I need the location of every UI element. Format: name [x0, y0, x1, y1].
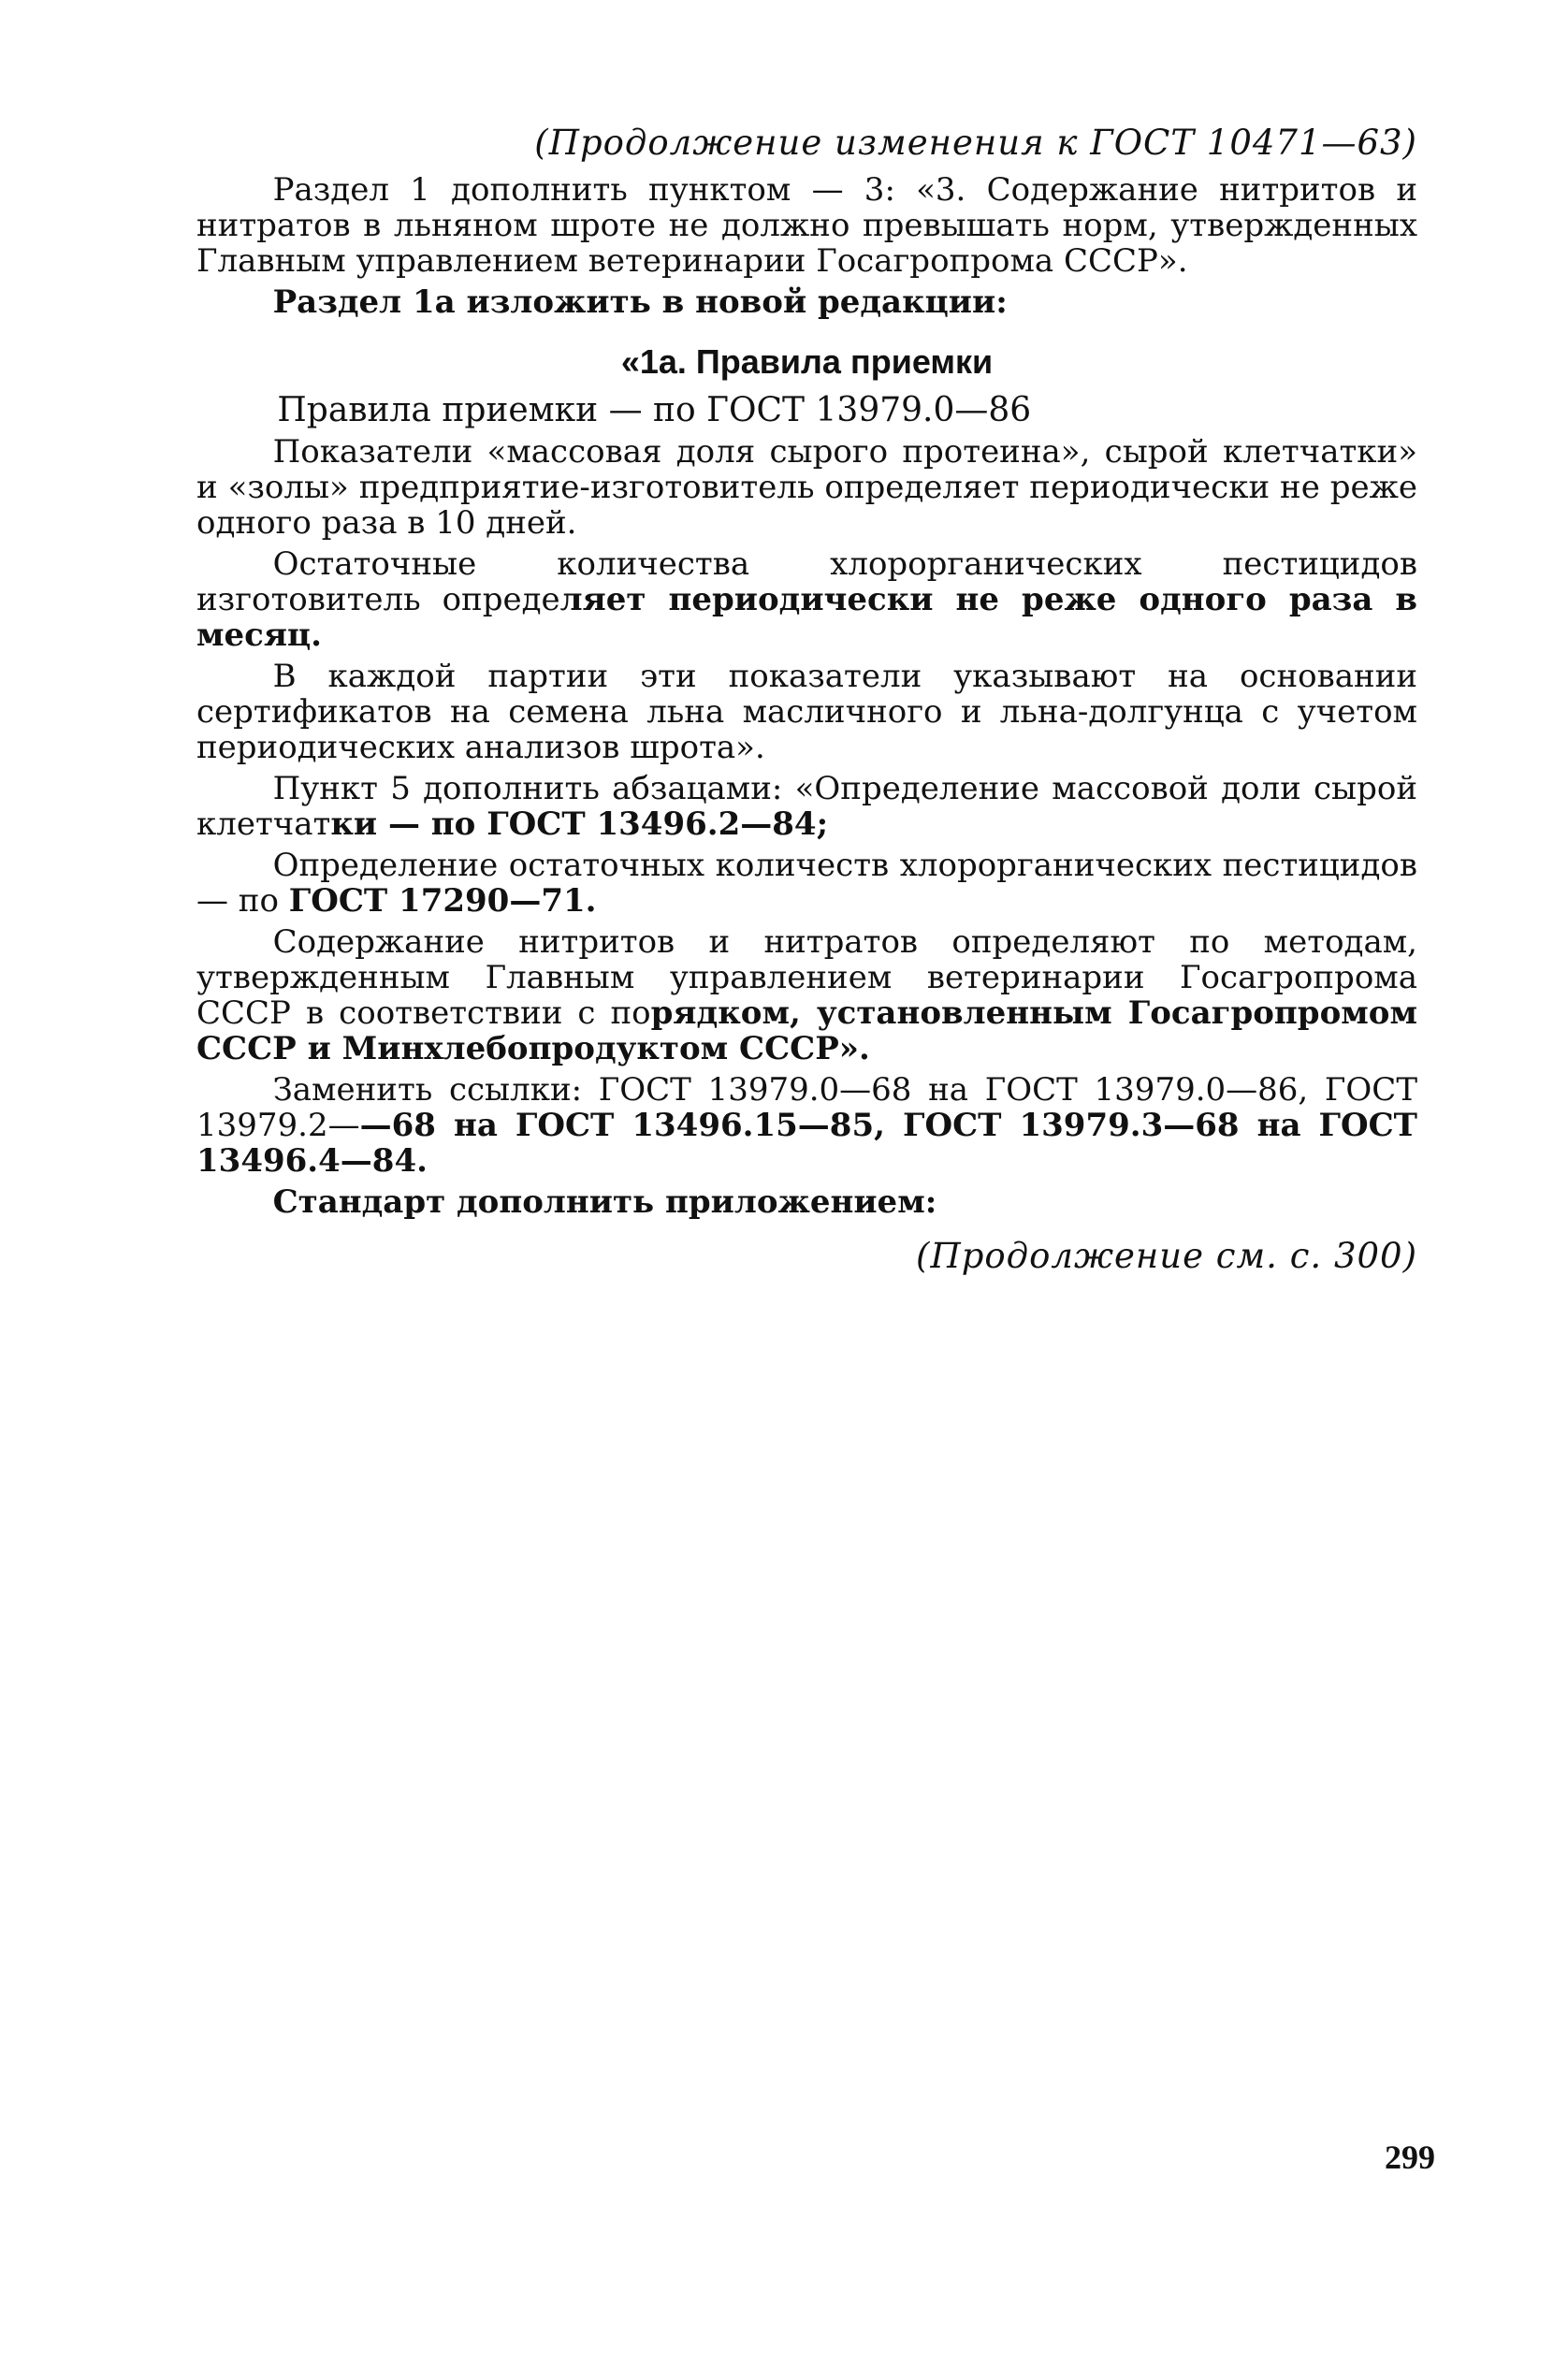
paragraph-section1a-instruction	[196, 284, 1417, 320]
section-title: «1а. Правила приемки	[620, 342, 994, 381]
paragraph-text-bold: —68 на ГОСТ 13496.15—85, ГОСТ 13979.3—68 на ГОСТ 13496.4—84.	[196, 1107, 1417, 1180]
paragraph-text: Показатели «массовая доля сырого протеина», сырой клетчатки» и «золы» предприятие-изготовитель определяет периодически не реже одного раза в 10 дней.	[196, 433, 1417, 542]
paragraph-item5-addition	[196, 771, 1417, 842]
paragraph-text: В каждой партии эти показатели указывают на основании сертификатов на семена льна масличного и льна-долгунца с учетом периодических анализов шрота».	[196, 658, 1417, 766]
paragraph-text: Раздел 1а изложить в новой редакции:	[272, 283, 1008, 321]
paragraph-text-bold: ляет периодически не реже одного раза в месяц.	[196, 581, 1418, 654]
paragraph-text-regular: Остаточные количества хлорорганических пестицидов изготовитель опреде	[196, 545, 1417, 618]
paragraph-appendix-addition	[196, 1184, 1417, 1220]
paragraph-acceptance-rules	[196, 393, 1417, 428]
paragraph-text-regular: Заменить ссылки: ГОСТ 13979.0—68 на ГОСТ 13979.0—86, ГОСТ 13979.2—	[196, 1071, 1417, 1144]
footer-continuation-note: (Продолжение см. с. 300)	[916, 1236, 1417, 1276]
paragraph-text: Правила приемки — по ГОСТ 13979.0—86	[277, 391, 1032, 429]
paragraph-text-regular: Пункт 5 дополнить абзацами: «Определение массовой доли сырой клетчат	[196, 770, 1417, 843]
paragraph-residual-pesticides	[196, 546, 1417, 653]
paragraph-text-bold: рядком, установленным Госагропромом СССР и Минхлебопродуктом СССР».	[196, 994, 1417, 1067]
paragraph-batch-certificates	[196, 659, 1417, 765]
header-continuation-note: (Продолжение изменения к ГОСТ 10471—63)	[534, 123, 1417, 163]
paragraph-text: Стандарт дополнить приложением:	[272, 1183, 937, 1221]
document-page	[196, 122, 1417, 1278]
paragraph-pesticides-method	[196, 848, 1417, 919]
paragraph-text-bold: ки — по ГОСТ 13496.2—84;	[330, 805, 829, 843]
paragraph-text-bold: ГОСТ 17290—71.	[288, 882, 597, 920]
paragraph-section1-addition	[196, 172, 1417, 279]
paragraph-nitrites-method	[196, 924, 1417, 1066]
paragraph-replace-references	[196, 1072, 1417, 1179]
paragraph-indicators	[196, 434, 1417, 541]
paragraph-text-regular: Содержание нитритов и нитратов определяют по методам, утвержденным Главным управлением ветеринарии Госагропрома СССР в соответствии с по	[196, 923, 1417, 1032]
page-number: 299	[1385, 2139, 1435, 2176]
paragraph-text: Раздел 1 дополнить пунктом — 3: «3. Содержание нитритов и нитратов в льняном шроте не должно превышать норм, утвержденных Главным управлением ветеринарии Госагропрома СССР».	[196, 171, 1417, 280]
paragraph-text-regular: Определение остаточных количеств хлорорганических пестицидов — по	[196, 847, 1417, 920]
